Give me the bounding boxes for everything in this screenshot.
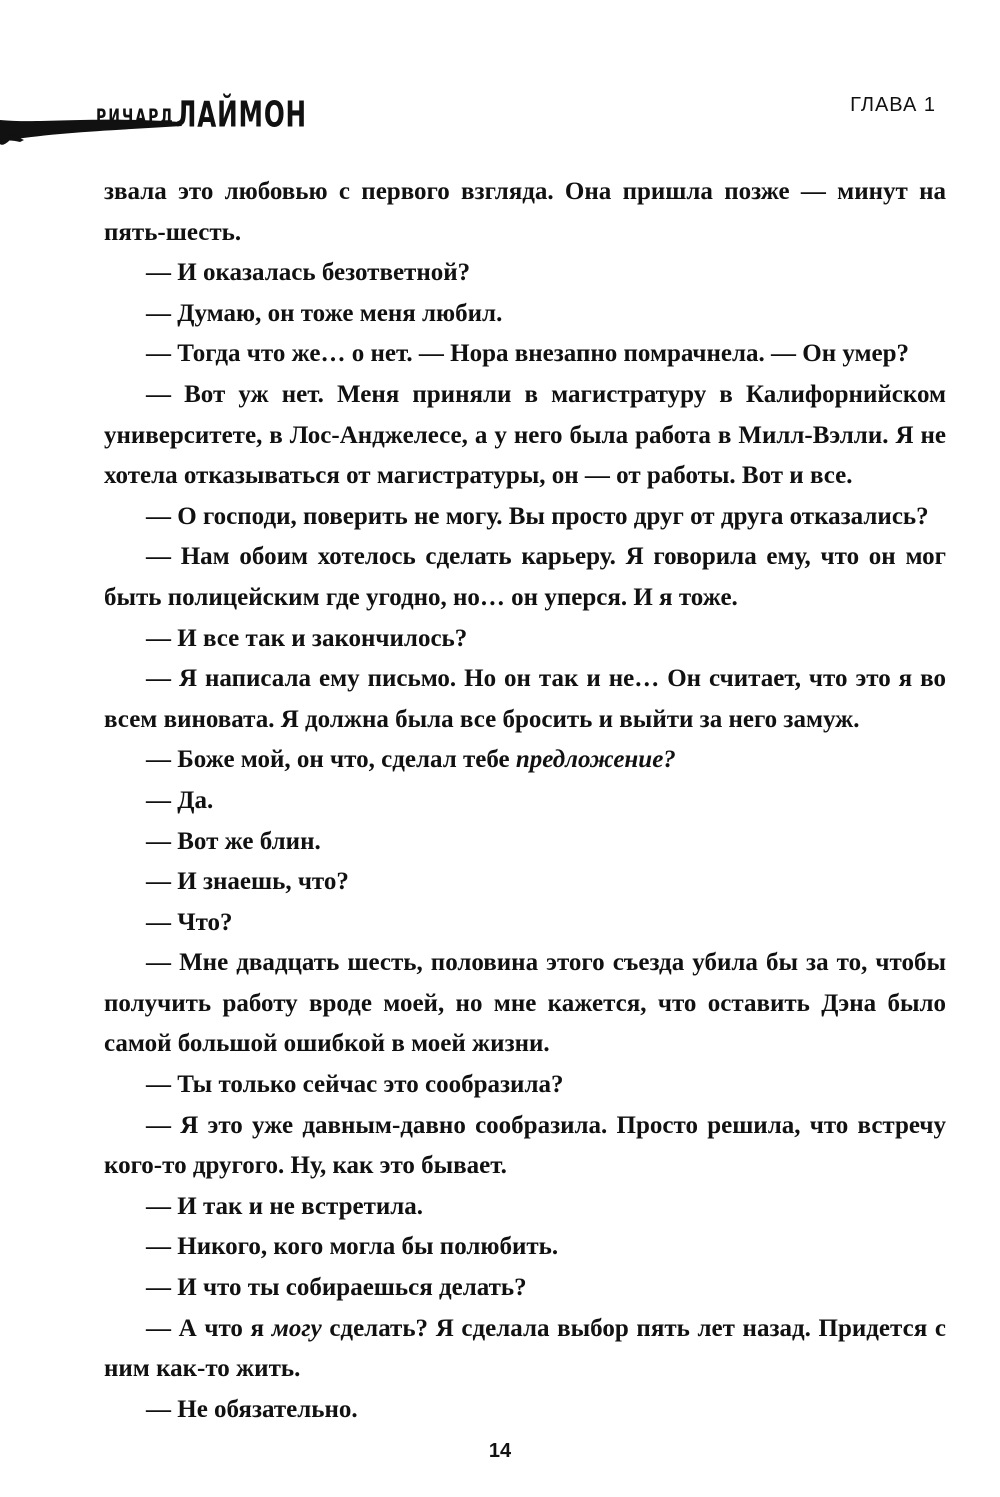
paragraph: — И так и не встретила.: [146, 1192, 424, 1220]
author-first-name: РИЧАРД: [96, 106, 175, 129]
paragraph: — Думаю, он тоже меня любил.: [146, 299, 503, 327]
paragraph: — Никого, кого могла бы полюбить.: [146, 1233, 559, 1261]
paragraph: — Мне двадцать шесть, половина этого съезда убила бы за то, чтобы получить работу вроде моей, но мне кажется, что оставить Дэна было самой большой ошибкой в моей жизни.: [104, 949, 946, 1058]
paragraph: — Нам обоим хотелось сделать карьеру. Я говорила ему, что он мог быть полицейским где угодно, но… он уперся. И я тоже.: [104, 543, 946, 611]
paragraph: — И что ты собираешься делать?: [146, 1274, 527, 1302]
paragraph-text: — Боже мой, он что, сделал тебе: [146, 746, 516, 774]
paragraph: — Ты только сейчас это сообразила?: [146, 1071, 564, 1099]
author-last-name: ЛАЙМОН: [176, 94, 307, 136]
paragraph: — Вот же блин.: [146, 827, 321, 855]
paragraph: [104, 740, 946, 781]
page-header: [0, 80, 1000, 170]
paragraph-text: сделать? Я сделала выбор пять лет назад. Придется с ним как-то жить.: [104, 1314, 946, 1383]
paragraph: — И оказалась безответной?: [146, 259, 471, 287]
emphasis-text: предложение?: [515, 746, 676, 774]
paragraph: — Не обязательно.: [146, 1395, 358, 1423]
paragraph: — О господи, поверить не могу. Вы просто друг от друга отказались?: [146, 502, 929, 530]
paragraph: — И знаешь, что?: [146, 868, 349, 896]
paragraph: — Вот уж нет. Меня приняли в магистратуру в Калифорнийском университете, в Лос-Анджелесе, а у него была работа в Милл-Вэлли. Я не хотела отказываться от магистратуры, он — от работы. Вот и все.: [104, 380, 946, 490]
page-number: 14: [488, 1440, 512, 1462]
body-text: [104, 172, 946, 1430]
paragraph: — Тогда что же… о нет. — Нора внезапно помрачнела. — Он умер?: [146, 340, 910, 368]
paragraph: [104, 1309, 946, 1390]
paragraph: — Что?: [146, 908, 233, 936]
paragraph-text: — А что я: [146, 1314, 272, 1342]
emphasis-text: могу: [271, 1314, 322, 1342]
paragraph: — Я написала ему письмо. Но он так и не… Он считает, что это я во всем виновата. Я должна была все бросить и выйти за него замуж.: [104, 665, 946, 733]
paragraph: — И все так и закончилось?: [146, 624, 468, 652]
paragraph: звала это любовью с первого взгляда. Она пришла позже — минут на пять-шесть.: [104, 178, 946, 246]
chapter-label: ГЛАВА 1: [850, 94, 936, 116]
paragraph: — Я это уже давным-давно сообразила. Просто решила, что встречу кого-то другого. Ну, как это бывает.: [104, 1111, 946, 1180]
paragraph: — Да.: [146, 786, 214, 814]
